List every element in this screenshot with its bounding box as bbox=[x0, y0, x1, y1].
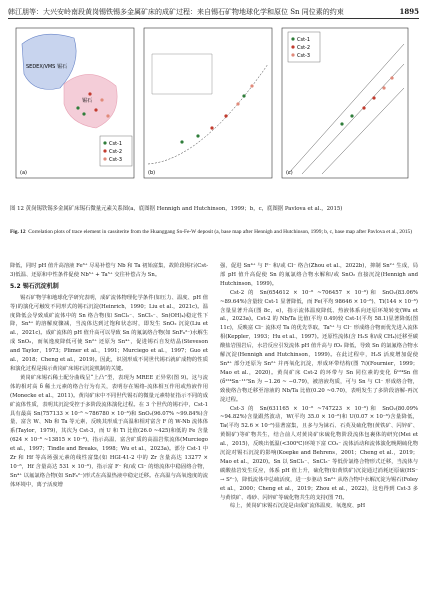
panel-b-label: (b) bbox=[148, 170, 156, 176]
running-title: 韩江朋等：大兴安岭南段黄岗锡铁锡多金属矿床的成矿过程：来自锡石矿物地球化学和原位 Sn 同位素的约束 bbox=[8, 8, 344, 16]
legend-swatch-cst3 bbox=[291, 53, 294, 56]
panel-c-point bbox=[362, 106, 365, 109]
panel-c-line-2 bbox=[302, 64, 404, 174]
legend-label-cst3: Cst-3 bbox=[109, 157, 123, 163]
panel-c-legend bbox=[288, 32, 320, 62]
panel-b-point bbox=[242, 94, 245, 97]
legend-swatch-cst3 bbox=[103, 157, 106, 160]
right-paragraph-1: 强，促进 Sn⁴⁺ 与 F⁻ 和/或 Cl⁻ 络合(Zhou et al.，2022b)，抑制 Sn²⁺ 生成，局部 pH 值升高促使 Sn 的氟氯络合物水解和/或 SnO₂ 直接沉淀(Hennigh and Hutchinson，1999)。 bbox=[220, 263, 418, 287]
figure-caption-en bbox=[10, 228, 418, 236]
panel-a-point bbox=[76, 106, 79, 109]
section-heading: 5.2 锡石沉淀机制 bbox=[10, 282, 59, 290]
left-paragraph-3: 黄岗矿床锡石稀土配分曲线呈“上凸”型，表现为 MREE 正异常(图 9)。这与流体的相对高 δ 稀土元素的络合行为有关，表明存在锡络-流体相互作用或热液作用(Monecke et al.，2011)。黄岗矿床中不同世代锡石的微量元素特征指示不同的成矿流体性质，表明其沉淀受控于多阶段流体演化过程。在 3 个世代的锡石中，Cst-1 具有最高 Sn(757133 × 10⁻⁶ ~786780 × 10⁻⁶)和 SnO₂(96.07% ~99.84%)含量，富含 W、Nb 和 Ta 等元素，反映其形成于高温和相对富含 F 的 W-Nb 流体体系(Taylor，1979)，其次为 Cst-3，而 U 和 Ti 比值(26.0 ~425)和低的 Fe 含量(624 × 10⁻⁶ ~13815 × 10⁻⁶)，指示高温、富含矿质的高温岩浆流体(Murciego et al.，1997；Tindle and Breaks，1998；Wu et al.，2023a)。部分 Cst-1 中 Zr 和 Hf 等高场强元素的线性富集(如 HGI-41-2 中的 Zr 含量高达 13277 × 10⁻⁶，Hf 含量高达 531 × 10⁻⁶)，指示富 F⁻ 和/或 Cl⁻ 的熔流体中稳固络合物，Sn⁴⁺ 以氟氯络合物(如 SnF₆²⁻)形式在高温热液中稳定迁移。在高温与高氧逸度的流体环境中，离子活度增 bbox=[10, 374, 208, 488]
panel-a-label: (a) bbox=[20, 170, 27, 176]
panel-b-points bbox=[180, 84, 253, 143]
panel-b-trend bbox=[148, 64, 268, 164]
panel-b bbox=[144, 28, 272, 178]
panel-a-point bbox=[106, 114, 109, 117]
panel-b-point bbox=[210, 126, 213, 129]
panel-c-point bbox=[382, 86, 385, 89]
panel-a-point bbox=[82, 112, 85, 115]
right-paragraph-3: Cst-3 的 Sn(631165 × 10⁻⁶ ~747223 × 10⁻⁶)和 SnO₂(80.09% ~94.82%)含量跟然波动，W(平均 35.0 × 10⁻⁶)和 U(0.07 × 10⁻⁶)含量降低，Ta(平均 52.6 × 10⁻⁶)显著富集，且多与为铼石、石英及硫化物(黄铁矿、闪锌矿、黄铜矿)等矿物共生，结合前人对黄岗矿床硫化物阶段流体包裹体的研究(Mei et al.，2015)，反映出低温(<300℃)环境下富 CO₂⁻ 流体活动和流体演化晚期硫化物沉淀对锡石沉淀的影响(Koepke and Behrens，2001；Cheng et al.，2019；Mao et al.，2020)。Sn 以 SnCl₂⁻、SnCl₃⁻ 等低价氯络合物形式迁移，当流体与碳酸盐岩发生反应，体系 pH 值上升，硫化物(如黄铁矿)沉淀通过消耗还原硫(HS⁻ → S²⁻)，降低流体中总硫活度，进一步驱动 Sn²⁺ 从络合物中水解沉淀为锡石(Foley et al.，2000；Cheng et al.，2019；Zhou et al.，2022)，这也得到 Cst-3 多与黄铁矿、毒砂、闪锌矿等硫化物共生的支持(图 7f)。 bbox=[220, 405, 418, 501]
panel-c-point bbox=[372, 96, 375, 99]
right-paragraph-4: 综上，黄岗矿床锡石沉淀是由成矿流体温度、氧逸度、pH bbox=[230, 503, 366, 510]
panel-a-region-label: SEDEX/VMS 锡石 bbox=[26, 64, 67, 70]
page-number: 1895 bbox=[399, 7, 419, 16]
panel-b-point bbox=[180, 140, 183, 143]
panel-c-label: (c) bbox=[286, 170, 293, 176]
panel-c-point bbox=[350, 114, 353, 117]
panel-a-point bbox=[94, 108, 97, 111]
running-header bbox=[8, 6, 419, 19]
legend-swatch-cst1 bbox=[291, 37, 294, 40]
panel-a-legend bbox=[100, 136, 132, 166]
panel-c-point bbox=[340, 122, 343, 125]
legend-label-cst1: Cst-1 bbox=[297, 37, 311, 43]
left-paragraph-1: 降低，同时 pH 值升高溶液 Fe³⁺ 尽易补偿与 Nb 和 Ta 初始富集，故阶段锡石(Cst-3)低温、还原和中性条件促使 Nb⁵⁺ + Ta⁵⁺ 交往补偿占为 Sn。 bbox=[10, 263, 208, 278]
panel-c-line-1 bbox=[288, 44, 404, 174]
legend-swatch-cst2 bbox=[291, 45, 294, 48]
legend-swatch-cst1 bbox=[103, 141, 106, 144]
panel-c bbox=[282, 28, 408, 178]
panel-a-point bbox=[100, 98, 103, 101]
legend-label-cst2: Cst-2 bbox=[297, 45, 311, 51]
figure-caption-cn: 图 12 黄岗锡铁锡多金属矿床锡石微量元素关系图(a，底图据 Hennigh and Hutchinson，1999；b，c，底图据 Pavlova et al.，2015) bbox=[10, 206, 343, 212]
panel-b-point bbox=[236, 102, 239, 105]
panel-b-frame bbox=[144, 28, 272, 178]
right-paragraph-2: Cst-2 的 Sn(654612 × 10⁻⁶ ~706457 × 10⁻⁶)和 SnO₂(83.06% ~89.64%)含量较 Cst-1 显著降低，而 Fe(平均 98646 × 10⁻⁶)、Ti(144 × 10⁻⁶)含量显著升高(图 8c，e)，指示流体温度降低、热液体系向还原环境转变(Wu et al.，2023a)。Cst-2 的 Nb/Ta 比值(平均 0.49)较 Cst-1(平均 58.1)显著降低(图 11c)，反映富 Cl⁻ 流体对 Ta 的优先萃取，Ta⁵⁺ 与 Cl⁻ 形成络合物而优先进入流体相(Keppler，1993；Hu et al.，1997)。还原性流体(含 H₂S 和/或 CH₄)迁移至碳酸盐岩围岩后，水岩反应引发流体 pH 值升高与 fO₂ 降低，导致 Sn 的氯氟络合物水解沉淀(Hennigh and Hutchinson，1999)。在此过程中，H₂S 活度增加促使 Sn⁴⁺ 部分还原为 Sn²⁺ 并再氧化沉淀，形成环带结构(图 7i)(Fournier，1999；Mao et al.，2020)。黄岗矿床 Cst-2 的环带与 Sn 同位素的变化 δ¹²⁴Sn 值(δ¹²⁴Sn⁻¹¹⁷Sn 为 −1.26 ~ −0.79)，被溶液均质，可与 Sn 与 Cl⁻ 形成络合物，致使络合物迁移至溶液的 Nb/Ta 比值(0.20 ~0.70)，表明发生了多阶段溶解-再沉淀过程。 bbox=[220, 289, 418, 403]
panel-b-point bbox=[250, 84, 253, 87]
panel-a-region-label2: 锡石 bbox=[82, 98, 93, 104]
figure-caption-en-label: Fig. 12 bbox=[10, 229, 26, 235]
panel-b-point bbox=[224, 114, 227, 117]
left-paragraph-2: 锡石矿物学和地球化学研究表明，成矿流体物理化学条件(如压力、温度、pH 值等)的演化可触发不同形式的锡石沉淀(Heinrich，1990；Liu et al.，2021c)。温度降低会导致成矿流体中的 Sn 络合物(如 SnCl₂⁻、SnCl₃⁻、Sn(OH)₄)稳定性下降，Sn⁴⁺ 的溶解度骤减，当流体达到过饱和状态时，即发生 SnO₂ 沉淀(Liu et al.，2021c)。成矿流体的 pH 值升高可以导致 Sn 的氟氯络合物(如 SnF₆²⁻)水解生成 SnO₂，而氧逸度降低可使 Sn²⁺ 还原为 Sn⁴⁺，促进锡石自发结晶(Steveson and Taylor，1973；Plimer et al.，1991；Murciego et al.，1997；Guo et al.，2018；Cheng et al.，2019)。因此，识别形成不同世代锡石就矿成物的性质和演化过程是揭示黄岗矿床锡石沉淀机制的关键。 bbox=[10, 294, 208, 372]
panel-b-field bbox=[152, 54, 212, 94]
legend-swatch-cst2 bbox=[103, 149, 106, 152]
figure-12-panels bbox=[12, 24, 412, 202]
figure-caption-en-text: Correlation plots of trace element in cassiterite from the Huanggang Sn-Fe-W deposit (a, base map after Hennigh and Hutchinson, 1999; b, c, base map after Pavlova et al., 2015) bbox=[28, 229, 413, 235]
legend-label-cst1: Cst-1 bbox=[109, 141, 123, 147]
legend-label-cst3: Cst-3 bbox=[297, 53, 311, 59]
panel-c-line-3 bbox=[322, 88, 404, 174]
right-column bbox=[220, 262, 418, 608]
panel-a bbox=[16, 28, 134, 178]
figure-12 bbox=[12, 24, 412, 202]
left-column bbox=[10, 262, 208, 608]
panel-c-point bbox=[390, 76, 393, 79]
panel-b-point bbox=[196, 134, 199, 137]
panel-a-point bbox=[88, 92, 91, 95]
legend-label-cst2: Cst-2 bbox=[109, 149, 123, 155]
